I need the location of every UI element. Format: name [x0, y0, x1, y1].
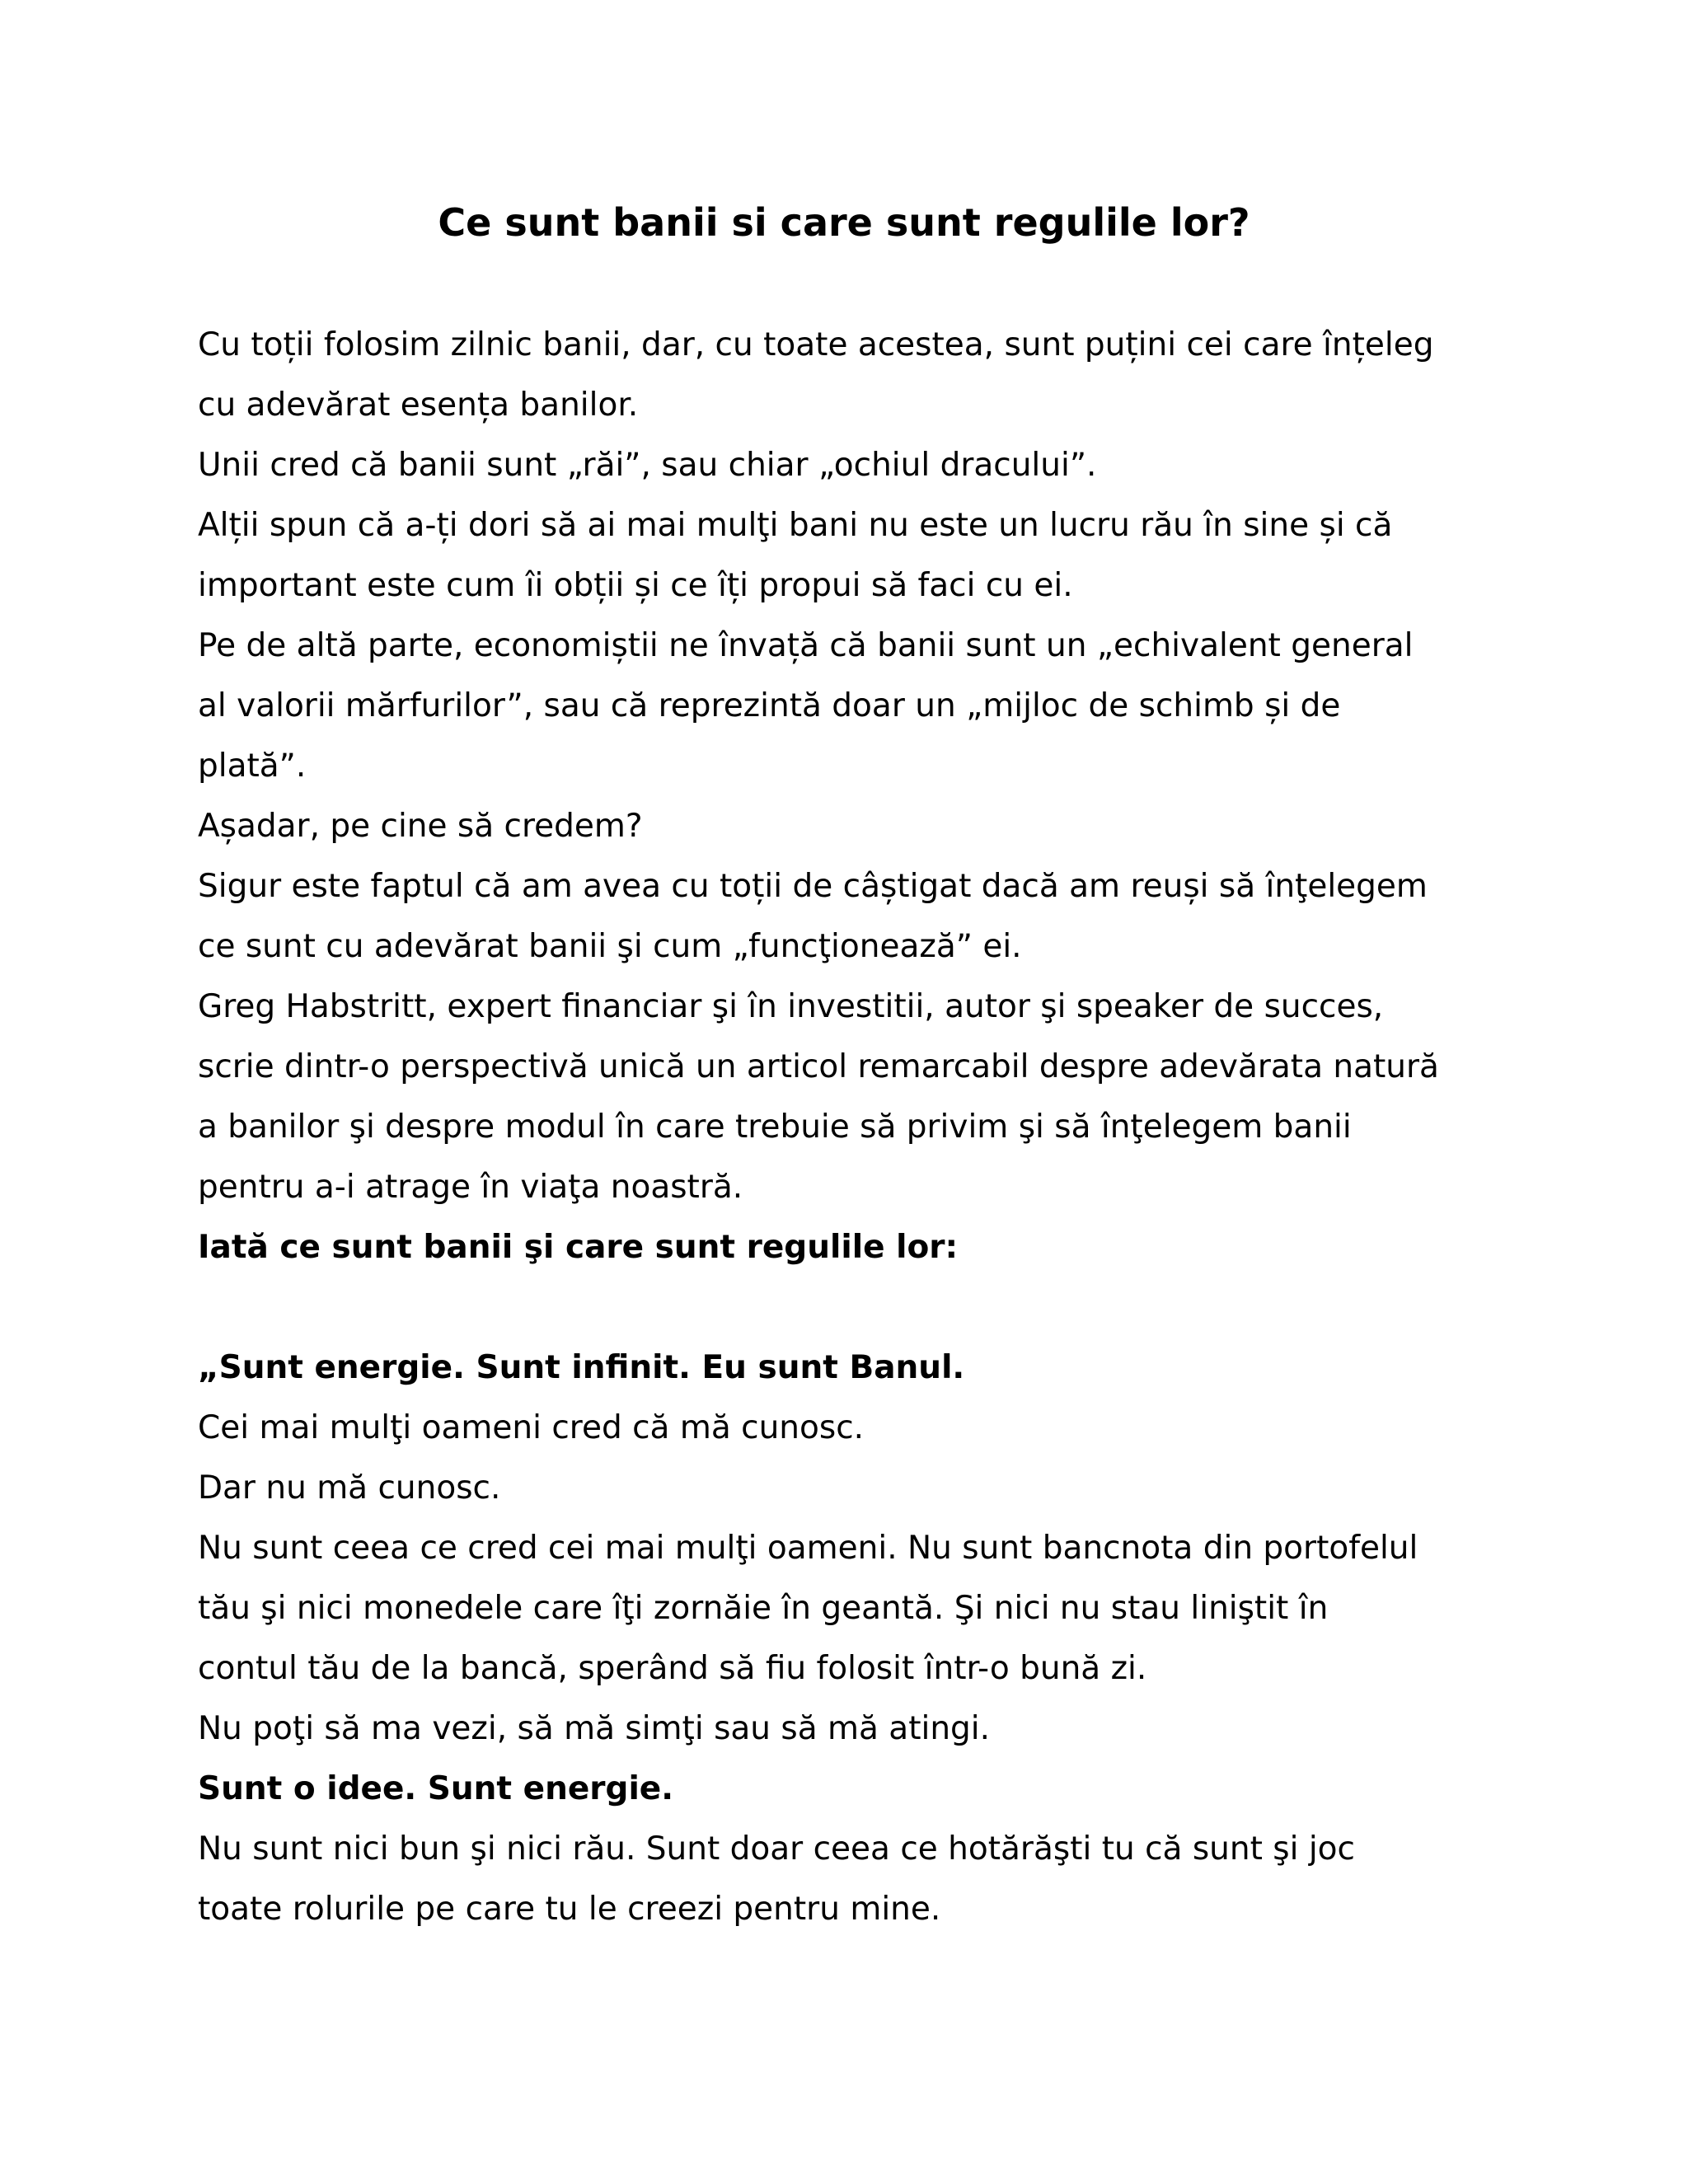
text-line: „Sunt energie. Sunt infinit. Eu sunt Banul.: [198, 1349, 965, 1386]
text-line: Unii cred că banii sunt „răi”, sau chiar „ochiul dracului”.: [198, 447, 1097, 484]
document-title: Ce sunt banii si care sunt regulile lor?: [438, 200, 1250, 245]
text-line: Sunt o idee. Sunt energie.: [198, 1770, 674, 1807]
blank-line: [198, 1277, 1500, 1338]
text-line: Cei mai mulţi oameni cred că mă cunosc.: [198, 1409, 865, 1446]
text-line: Greg Habstritt, expert financiar şi în investitii, autor şi speaker de succes,: [198, 988, 1384, 1025]
text-line: Așadar, pe cine să credem?: [198, 808, 643, 845]
text-line: a banilor şi despre modul în care trebuie să privim şi să înţelegem banii: [198, 1108, 1352, 1146]
text-line: scrie dintr-o perspectivă unică un articol remarcabil despre adevărata natură: [198, 1048, 1439, 1085]
text-line: ce sunt cu adevărat banii şi cum „funcţionează” ei.: [198, 928, 1022, 965]
text-line: Nu sunt ceea ce cred cei mai mulţi oameni. Nu sunt bancnota din portofelul: [198, 1530, 1418, 1567]
text-line: contul tău de la bancă, sperând să fiu folosit într-o bună zi.: [198, 1650, 1147, 1687]
text-line: Nu sunt nici bun şi nici rău. Sunt doar ceea ce hotărăşti tu că sunt şi joc: [198, 1830, 1355, 1868]
document-body: [198, 315, 1500, 1939]
text-line: Nu poţi să ma vezi, să mă simţi sau să mă atingi.: [198, 1710, 991, 1747]
text-line: tău şi nici monedele care îţi zornăie în geantă. Şi nici nu stau liniştit în: [198, 1590, 1329, 1627]
text-line: Pe de altă parte, economiștii ne învață că banii sunt un „echivalent general: [198, 627, 1414, 664]
text-line: important este cum îi obții și ce îți propui să faci cu ei.: [198, 567, 1073, 604]
text-line: Sigur este faptul că am avea cu toții de câștigat dacă am reuși să înţelegem: [198, 868, 1428, 905]
text-line: toate rolurile pe care tu le creezi pentru mine.: [198, 1891, 941, 1928]
text-line: Dar nu mă cunosc.: [198, 1469, 501, 1507]
text-line: Cu toții folosim zilnic banii, dar, cu toate acestea, sunt puțini cei care înțeleg: [198, 326, 1434, 363]
text-line: Iată ce sunt banii şi care sunt regulile lor:: [198, 1229, 959, 1266]
text-line: cu adevărat esența banilor.: [198, 387, 639, 424]
text-line: pentru a-i atrage în viaţa noastră.: [198, 1169, 743, 1206]
text-line: al valorii mărfurilor”, sau că reprezintă doar un „mijloc de schimb și de: [198, 687, 1341, 724]
text-line: plată”.: [198, 748, 307, 785]
text-line: Alții spun că a-ți dori să ai mai mulţi bani nu este un lucru rău în sine și că: [198, 507, 1393, 544]
